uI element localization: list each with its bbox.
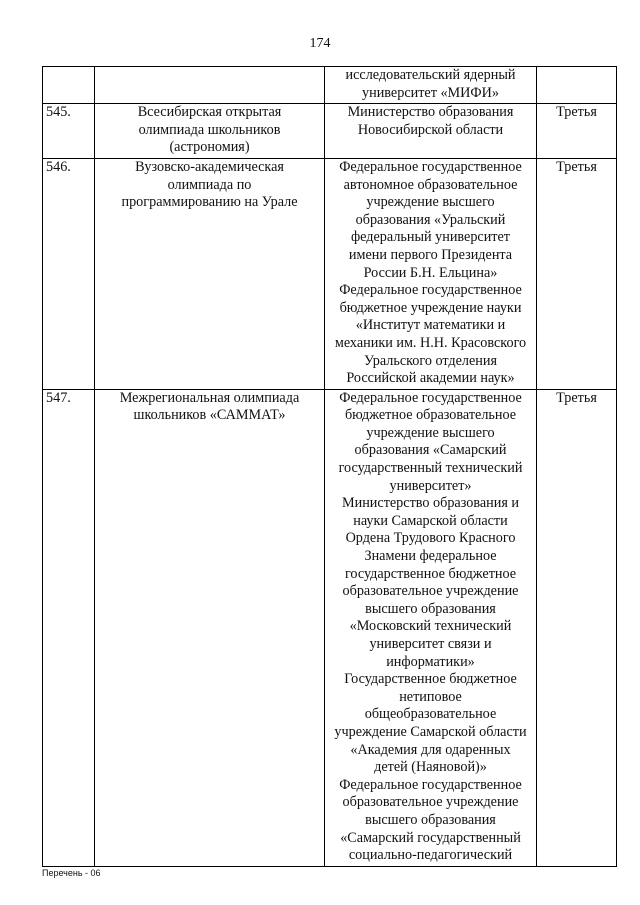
olympiad-table bbox=[42, 66, 617, 867]
organizer-line: бюджетное образовательное bbox=[344, 407, 517, 424]
organizer-line: науки Самарской области bbox=[353, 512, 508, 529]
page-footer: Перечень - 06 bbox=[42, 868, 101, 878]
organizer-line: учреждение высшего bbox=[366, 424, 495, 441]
organizer-line: федеральный университет bbox=[350, 229, 511, 246]
organizer bbox=[325, 389, 537, 866]
olympiad-name-line: олимпиада школьников bbox=[138, 121, 281, 138]
olympiad-name-line: Межрегиональная олимпиада bbox=[119, 389, 300, 406]
organizer-line: автономное образовательное bbox=[343, 176, 518, 193]
organizer-line: Государственное бюджетное bbox=[344, 671, 517, 688]
organizer-line: Новосибирской области bbox=[357, 121, 504, 138]
organizer-line: высшего образования bbox=[365, 811, 496, 828]
olympiad-name bbox=[95, 104, 325, 159]
organizer-line: нетиповое bbox=[399, 688, 462, 705]
organizer-line: «Самарский государственный bbox=[340, 829, 521, 846]
organizer-line: общеобразовательное bbox=[364, 706, 497, 723]
organizer bbox=[325, 104, 537, 159]
olympiad-level: Третья bbox=[537, 389, 617, 866]
olympiad-name bbox=[95, 389, 325, 866]
olympiad-level: Третья bbox=[537, 104, 617, 159]
organizer-line: образовательное учреждение bbox=[342, 794, 519, 811]
organizer-line: социально-педагогический bbox=[348, 847, 513, 864]
organizer-line: Ордена Трудового Красного bbox=[345, 530, 516, 547]
organizer-line: Федеральное государственное bbox=[339, 282, 522, 299]
organizer-line: исследовательский ядерный bbox=[345, 67, 516, 83]
olympiad-name-line: школьников «САММАТ» bbox=[133, 407, 286, 424]
organizer-line: Федеральное государственное bbox=[339, 776, 522, 793]
organizer-line: «Московский технический bbox=[349, 618, 512, 635]
organizer bbox=[325, 67, 537, 104]
organizer-line: бюджетное учреждение науки bbox=[339, 299, 522, 316]
organizer-line: университет «МИФИ» bbox=[362, 84, 499, 101]
organizer-line: Федеральное государственное bbox=[339, 389, 522, 406]
olympiad-name bbox=[95, 158, 325, 389]
organizer-line: механики им. Н.Н. Красовского bbox=[334, 334, 527, 351]
organizer-line: высшего образования bbox=[365, 600, 496, 617]
table-row bbox=[43, 389, 617, 866]
organizer-line: образовательное учреждение bbox=[342, 583, 519, 600]
olympiad-level: Третья bbox=[537, 158, 617, 389]
olympiad-name-line: олимпиада по bbox=[167, 176, 252, 193]
table-row bbox=[43, 104, 617, 159]
organizer-line: университет связи и bbox=[369, 636, 492, 652]
organizer-line: государственный технический bbox=[338, 460, 523, 477]
olympiad-name-line: Всесибирская открытая bbox=[137, 104, 282, 121]
olympiad-name-line: (астрономия) bbox=[169, 139, 250, 156]
organizer-line: университет» bbox=[389, 477, 472, 494]
organizer-line: Знамени федеральное bbox=[364, 548, 497, 565]
table-row bbox=[43, 67, 617, 104]
row-number: 545. bbox=[43, 104, 95, 159]
organizer-line: информатики» bbox=[386, 653, 475, 670]
organizer-line: «Академия для одаренных bbox=[350, 741, 511, 758]
olympiad-name bbox=[95, 67, 325, 104]
organizer-line: Министерство образования и bbox=[342, 495, 519, 512]
organizer-line: учреждение высшего bbox=[366, 194, 495, 211]
organizer-line: России Б.Н. Ельцина» bbox=[363, 264, 498, 281]
organizer-line: Федеральное государственное bbox=[339, 158, 522, 175]
organizer-line: Российской академии наук» bbox=[346, 370, 515, 387]
olympiad-level bbox=[537, 67, 617, 104]
organizer-line: образования «Самарский bbox=[354, 442, 507, 459]
olympiad-name-line: Вузовско-академическая bbox=[135, 158, 284, 175]
organizer-line: Уральского отделения bbox=[363, 352, 498, 369]
organizer-line: Министерство образования bbox=[347, 104, 514, 121]
organizer-line: учреждение Самарской области bbox=[334, 723, 527, 740]
organizer-line: детей (Наяновой)» bbox=[374, 759, 487, 776]
page-number: 174 bbox=[309, 36, 331, 51]
olympiad-name-line: программированию на Урале bbox=[121, 194, 298, 211]
row-number bbox=[43, 67, 95, 104]
organizer-line: имени первого Президента bbox=[348, 246, 513, 263]
organizer-line: государственное бюджетное bbox=[344, 565, 517, 582]
row-number: 546. bbox=[43, 158, 95, 389]
organizer bbox=[325, 158, 537, 389]
table-row bbox=[43, 158, 617, 389]
organizer-line: «Институт математики и bbox=[355, 317, 506, 334]
row-number: 547. bbox=[43, 389, 95, 866]
organizer-line: образования «Уральский bbox=[355, 211, 506, 228]
